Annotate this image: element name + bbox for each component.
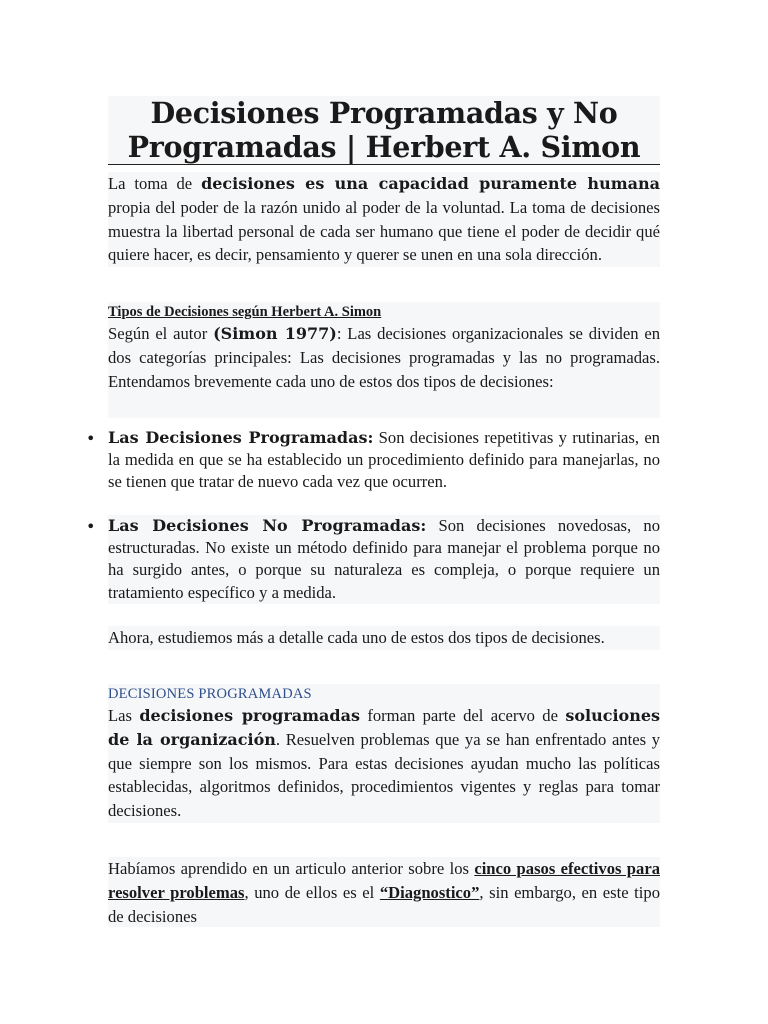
bullet-label: Las Decisiones Programadas: [108,428,374,447]
types-paragraph [108,322,660,418]
bullet-item-programadas [108,427,660,494]
section-heading-programadas: DECISIONES PROGRAMADAS [108,684,660,704]
prog-text-3: . Resuelven problemas que ya se han enfrentado antes y que siempre son los mismos. Para estas decisiones ayudan mucho las políticas establecidas, algoritmos definidos, procedimientos vigentes y reglas para tomar decisiones. [108,729,660,821]
programadas-paragraph [108,704,660,823]
intro-text-2: propia del poder de la razón unido al poder de la voluntad. La toma de decisiones muestra la libertad personal de cada ser humano que tiene el poder de decidir qué quiere hacer, es decir, pensamiento y querer se unen en una sola dirección. [108,197,660,265]
prog-bold-2: soluciones de la organización [108,706,661,749]
bullet-text: Son decisiones repetitivas y rutinarias, en la medida en que se ha establecido un procedimiento definido para manejarlas, no se tienen que tratar de nuevo cada vez que ocurren. [108,428,660,492]
bullet-item-no-programadas [108,515,660,604]
bullet-label: Las Decisiones No Programadas: [108,516,427,535]
last-paragraph [108,857,660,927]
page-title: Decisiones Programadas y No Programadas | Herbert A. Simon [108,96,660,165]
bullet-text: Son decisiones novedosas, no estructuradas. No existe un método definido para manejar el problema porque no ha surgido antes, o porque su naturaleza es compleja, o porque requiere un tratamiento específico y a medida. [108,516,660,602]
intro-bold-1: decisiones es una capacidad puramente humana [201,174,660,193]
types-text-2: : Las decisiones organizacionales se dividen en dos categorías principales: Las decisiones programadas y las no programadas. Entendamos brevemente cada uno de estos dos tipos de decisiones: [108,324,660,391]
section-subtitle: Tipos de Decisiones según Herbert A. Simon [108,302,660,322]
intro-text-1: La toma de [108,174,202,193]
cinco-pasos-link[interactable]: cinco pasos efectivos para resolver problemas [108,859,660,902]
intro-paragraph [108,172,660,267]
prog-text-1: Las [108,706,140,725]
last-text-3: , sin embargo, en este tipo de decisiones [108,882,660,926]
bullet-icon: • [86,429,96,448]
diagnostico-link[interactable]: “Diagnostico” [379,882,480,902]
bullet-icon: • [86,517,96,536]
study-paragraph: Ahora, estudiemos más a detalle cada uno de estos dos tipos de decisiones. [108,626,660,650]
prog-bold-1: decisiones programadas [139,706,360,725]
types-text-1: Según el autor [108,324,214,343]
types-bold-1: (Simon 1977) [213,324,337,343]
prog-text-2: forman parte del acervo de [359,706,566,725]
last-text-1: Habíamos aprendido en un articulo anterior sobre los [108,859,475,878]
last-text-2: , uno de ellos es el [244,882,380,902]
